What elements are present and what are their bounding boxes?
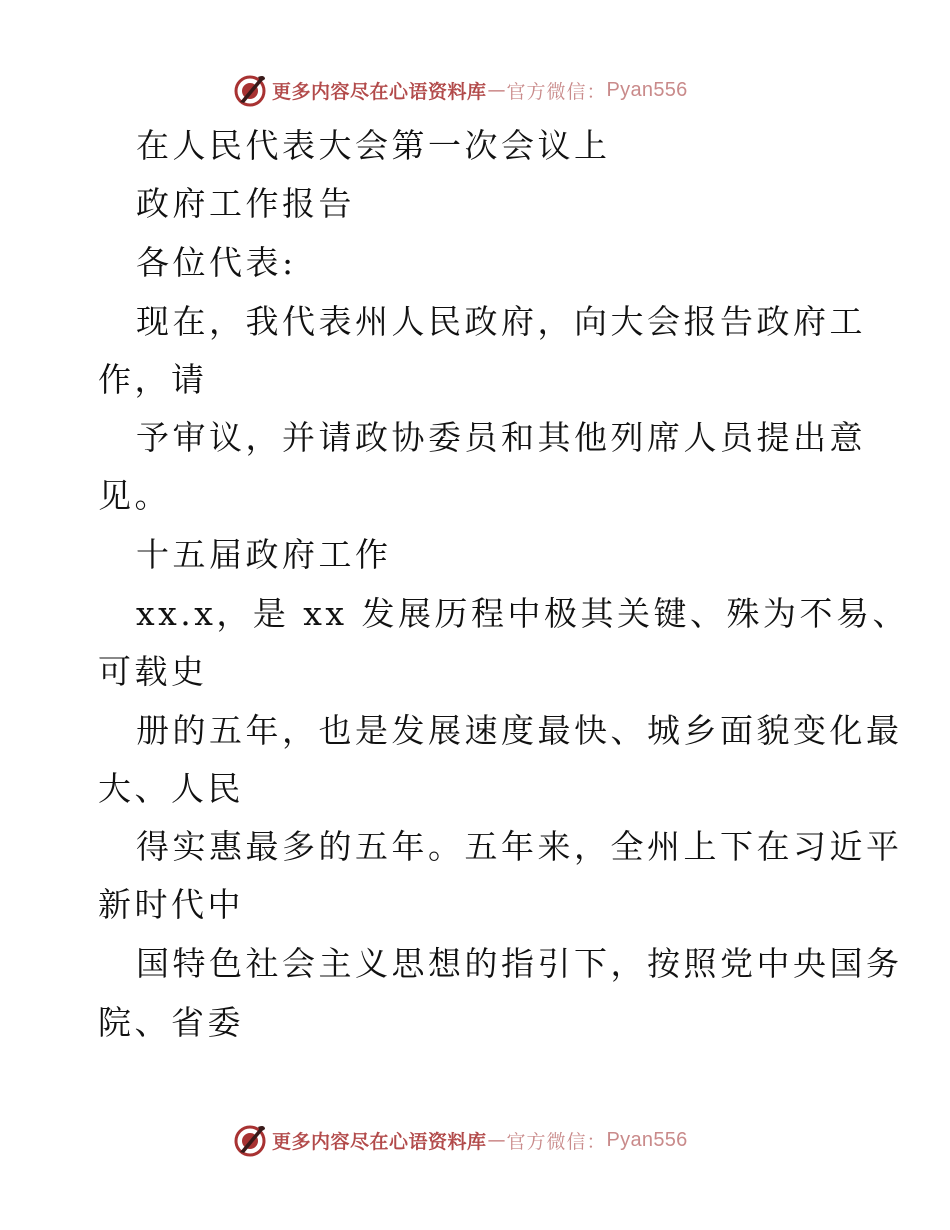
body-line: 作，请	[98, 360, 208, 399]
quill-seal-icon	[232, 1122, 268, 1158]
body-line: 得实惠最多的五年。五年来，全州上下在习近平	[136, 827, 903, 866]
body-line: 可载史	[98, 652, 208, 691]
body-line: 各位代表:	[136, 243, 297, 282]
footer-watermark	[232, 1120, 688, 1160]
body-line: 予审议，并请政协委员和其他列席人员提出意	[136, 418, 866, 457]
body-line: 政府工作报告	[136, 184, 355, 223]
quill-seal-icon	[232, 72, 268, 108]
watermark-wechat-id: Pyan556	[606, 78, 688, 101]
body-line: 大、人民	[98, 769, 244, 808]
watermark-separator: —	[487, 79, 506, 101]
watermark-separator: —	[487, 1129, 506, 1151]
body-line: 册的五年，也是发展速度最快、城乡面貌变化最	[136, 711, 903, 750]
body-line: 院、省委	[98, 1003, 244, 1042]
body-line: 十五届政府工作	[136, 535, 392, 574]
watermark-main-text: 更多内容尽在心语资料库	[272, 1130, 487, 1153]
watermark-wechat-id: Pyan556	[606, 1128, 688, 1151]
body-line: 国特色社会主义思想的指引下，按照党中央国务	[136, 944, 903, 983]
body-line: 在人民代表大会第一次会议上	[136, 126, 611, 165]
body-line: 见。	[98, 476, 171, 515]
watermark-wechat-label: 官方微信：	[506, 80, 607, 103]
body-line: xx.x，是 xx 发展历程中极其关键、殊为不易、	[136, 594, 910, 633]
body-line: 新时代中	[98, 885, 244, 924]
watermark-wechat-label: 官方微信：	[506, 1130, 607, 1153]
body-line: 现在，我代表州人民政府，向大会报告政府工	[136, 302, 866, 341]
watermark-main-text: 更多内容尽在心语资料库	[272, 80, 487, 103]
header-watermark	[232, 70, 688, 110]
